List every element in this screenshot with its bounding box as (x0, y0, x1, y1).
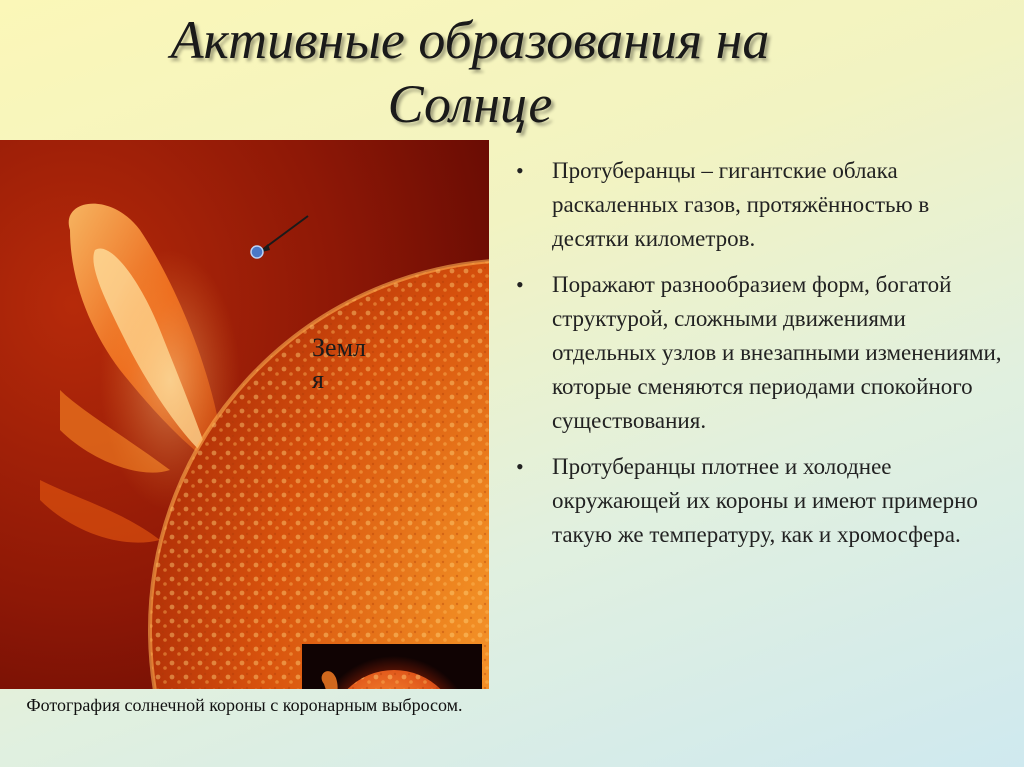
bullet-dot-icon: • (516, 158, 524, 183)
sun-disk-inset-photo (302, 644, 482, 689)
earth-icon (251, 246, 263, 258)
slide-title (40, 8, 900, 136)
bullet-item (512, 268, 1002, 438)
earth-label: Земля (312, 333, 366, 394)
bullet-item (512, 450, 1002, 552)
solar-corona-photo (0, 140, 489, 689)
title-line-2: Солнце (387, 74, 553, 134)
bullet-dot-icon: • (516, 454, 524, 479)
bullet-dot-icon: • (516, 272, 524, 297)
sun-disk-image (302, 644, 482, 689)
bullet-text: Протуберанцы – гигантские облака раскаленных газов, протяжённостью в десятки километров. (552, 158, 930, 251)
bullet-text: Поражают разнообразием форм, богатой структурой, сложными движениями отдельных узлов и внезапными изменениями, которые сменяются периодами спокойного существования. (552, 272, 1002, 433)
bullet-item (512, 154, 1002, 256)
bullet-list (512, 154, 1002, 564)
bullet-text: Протуберанцы плотнее и холоднее окружающей их короны и имеют примерно такую же температуру, как и хромосфера. (552, 454, 978, 547)
title-line-1: Активные образования на (170, 10, 770, 70)
photo-caption: Фотография солнечной короны с коронарным выбросом. (26, 695, 463, 715)
solar-corona-image (0, 140, 489, 689)
